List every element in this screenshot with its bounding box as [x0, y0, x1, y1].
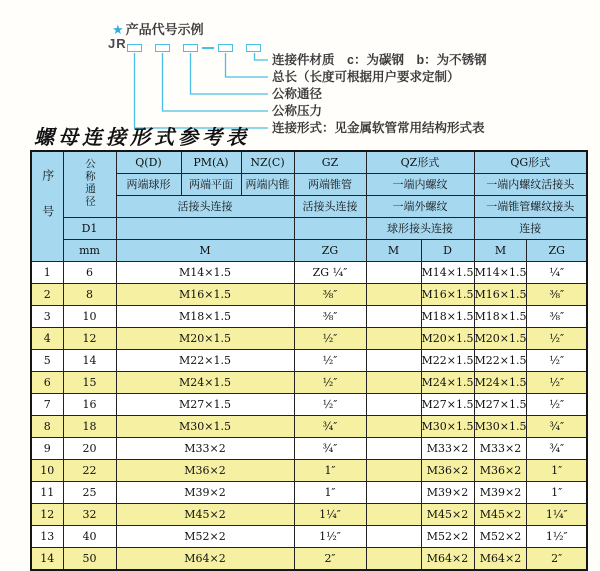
- header-sub-nz: 两端内锥: [241, 174, 294, 196]
- header-col-qz: QZ形式: [366, 151, 474, 174]
- cell-dn: 20: [63, 438, 116, 460]
- cell-qg-zg: ½″: [527, 328, 587, 350]
- cell-dn: 32: [63, 504, 116, 526]
- table-row: [31, 372, 587, 394]
- header-col-qg: QG形式: [474, 151, 587, 174]
- cell-seq: 4: [31, 328, 63, 350]
- cell-qz-d: M16×1.5: [421, 284, 474, 306]
- header-col-pm: PM(A): [181, 151, 241, 174]
- table-row: [31, 328, 587, 350]
- cell-qg-m: M36×2: [474, 460, 527, 482]
- code-dash: [202, 47, 214, 49]
- code-box-2: [155, 44, 170, 52]
- table-body: [31, 262, 587, 571]
- header-d1: D1: [63, 218, 116, 240]
- cell-dn: 6: [63, 262, 116, 284]
- cell-qz-m: [366, 460, 421, 482]
- cell-qg-m: M20×1.5: [474, 328, 527, 350]
- header-col-gz: GZ: [294, 151, 366, 174]
- cell-dn: 25: [63, 482, 116, 504]
- cell-gz-zg: 2″: [294, 548, 366, 571]
- cell-gz-zg: 1″: [294, 460, 366, 482]
- cell-m: M14×1.5: [116, 262, 294, 284]
- table-row: [31, 262, 587, 284]
- cell-qz-d: M52×2: [421, 526, 474, 548]
- header-sub-qg: 一端内螺纹活接头: [474, 174, 587, 196]
- header-unit-qg-zg: ZG: [527, 240, 587, 262]
- cell-qg-zg: 1″: [527, 482, 587, 504]
- header-col-nz: NZ(C): [241, 151, 294, 174]
- cell-seq: 1: [31, 262, 63, 284]
- cell-m: M20×1.5: [116, 328, 294, 350]
- cell-m: M18×1.5: [116, 306, 294, 328]
- header-unit-zg: ZG: [294, 240, 366, 262]
- cell-dn: 22: [63, 460, 116, 482]
- header-seq-text: 序号: [40, 169, 55, 241]
- cell-qz-m: [366, 306, 421, 328]
- code-prefix: JR: [108, 36, 127, 51]
- code-box-5: [246, 44, 261, 52]
- cell-qg-zg: ¼″: [527, 262, 587, 284]
- cell-m: M45×2: [116, 504, 294, 526]
- cell-seq: 8: [31, 416, 63, 438]
- cell-qz-d: M30×1.5: [421, 416, 474, 438]
- empty-cell: [294, 218, 366, 240]
- cell-qz-d: M18×1.5: [421, 306, 474, 328]
- cell-qg-m: M14×1.5: [474, 262, 527, 284]
- header-ext-thread-qz: 一端外螺纹: [366, 196, 474, 218]
- header-connect-qg: 连接: [474, 218, 587, 240]
- cell-gz-zg: ½″: [294, 394, 366, 416]
- cell-qg-zg: ⅜″: [527, 306, 587, 328]
- label-nominal-dia: 公称通径: [272, 87, 323, 101]
- cell-dn: 15: [63, 372, 116, 394]
- cell-qg-m: M33×2: [474, 438, 527, 460]
- header-row-5: [31, 240, 587, 262]
- cell-qz-m: [366, 394, 421, 416]
- cell-qz-m: [366, 482, 421, 504]
- cell-qg-m: M18×1.5: [474, 306, 527, 328]
- cell-gz-zg: ½″: [294, 328, 366, 350]
- cell-qg-zg: ½″: [527, 394, 587, 416]
- cell-qz-m: [366, 504, 421, 526]
- cell-qz-m: [366, 438, 421, 460]
- header-col-q: Q(D): [116, 151, 181, 174]
- cell-qz-m: [366, 526, 421, 548]
- cell-dn: 12: [63, 328, 116, 350]
- star-icon: ★: [112, 22, 124, 37]
- header-row-1: [31, 151, 587, 174]
- header-sub-pm: 两端平面: [181, 174, 241, 196]
- header-sub-q: 两端球形: [116, 174, 181, 196]
- cell-gz-zg: ½″: [294, 372, 366, 394]
- cell-qg-zg: ½″: [527, 372, 587, 394]
- cell-gz-zg: ⅜″: [294, 306, 366, 328]
- header-dn-text: 公称通径: [84, 158, 96, 208]
- header-dn: [63, 151, 116, 218]
- cell-qg-m: M39×2: [474, 482, 527, 504]
- cell-dn: 40: [63, 526, 116, 548]
- cell-seq: 9: [31, 438, 63, 460]
- cell-seq: 6: [31, 372, 63, 394]
- cell-dn: 10: [63, 306, 116, 328]
- nut-connection-table: [30, 150, 588, 571]
- diagram-heading-text: 产品代号示例: [125, 22, 204, 37]
- table-row: [31, 394, 587, 416]
- cell-qg-m: M52×2: [474, 526, 527, 548]
- cell-seq: 12: [31, 504, 63, 526]
- cell-dn: 16: [63, 394, 116, 416]
- cell-qg-zg: ½″: [527, 350, 587, 372]
- cell-qg-zg: 1″: [527, 460, 587, 482]
- cell-qg-m: M24×1.5: [474, 372, 527, 394]
- cell-qg-zg: 1½″: [527, 526, 587, 548]
- cell-m: M36×2: [116, 460, 294, 482]
- header-unit-qg-m: M: [474, 240, 527, 262]
- cell-qz-d: M45×2: [421, 504, 474, 526]
- cell-seq: 5: [31, 350, 63, 372]
- cell-qz-d: M14×1.5: [421, 262, 474, 284]
- cell-qg-zg: ¾″: [527, 438, 587, 460]
- label-total-length: 总长（长度可根据用户要求定制）: [272, 70, 460, 84]
- cell-qg-m: M64×2: [474, 548, 527, 571]
- label-material: 连接件材质 c：为碳钢 b：为不锈钢: [272, 53, 487, 67]
- cell-dn: 8: [63, 284, 116, 306]
- header-sub-gz: 两端锥管: [294, 174, 366, 196]
- cell-qz-m: [366, 372, 421, 394]
- header-unit-qz-d: D: [421, 240, 474, 262]
- header-sub-qz: 一端内螺纹: [366, 174, 474, 196]
- cell-qg-zg: 2″: [527, 548, 587, 571]
- cell-seq: 13: [31, 526, 63, 548]
- table-row: [31, 482, 587, 504]
- cell-qg-m: M27×1.5: [474, 394, 527, 416]
- cell-qg-m: M30×1.5: [474, 416, 527, 438]
- cell-seq: 3: [31, 306, 63, 328]
- cell-m: M33×2: [116, 438, 294, 460]
- cell-m: M24×1.5: [116, 372, 294, 394]
- code-box-1: [127, 44, 142, 52]
- table-row: [31, 284, 587, 306]
- cell-qz-d: M39×2: [421, 482, 474, 504]
- cell-seq: 10: [31, 460, 63, 482]
- cell-m: M64×2: [116, 548, 294, 571]
- cell-m: M52×2: [116, 526, 294, 548]
- label-connect-form: 连接形式：见金属软管常用结构形式表: [272, 121, 485, 135]
- cell-gz-zg: ¾″: [294, 438, 366, 460]
- empty-cell: [116, 218, 294, 240]
- cell-qz-d: M22×1.5: [421, 350, 474, 372]
- table-row: [31, 416, 587, 438]
- cell-qz-d: M36×2: [421, 460, 474, 482]
- cell-gz-zg: 1¼″: [294, 504, 366, 526]
- cell-m: M27×1.5: [116, 394, 294, 416]
- cell-m: M22×1.5: [116, 350, 294, 372]
- cell-gz-zg: 1½″: [294, 526, 366, 548]
- cell-seq: 7: [31, 394, 63, 416]
- cell-qg-zg: ⅜″: [527, 284, 587, 306]
- header-row-4: [31, 218, 587, 240]
- table-row: [31, 460, 587, 482]
- cell-qz-m: [366, 416, 421, 438]
- table-header: [31, 151, 587, 262]
- table-row: [31, 306, 587, 328]
- code-box-3: [183, 44, 198, 52]
- cell-qg-m: M45×2: [474, 504, 527, 526]
- cell-seq: 14: [31, 548, 63, 571]
- cell-qz-m: [366, 284, 421, 306]
- header-mm: mm: [63, 240, 116, 262]
- cell-gz-zg: 1″: [294, 482, 366, 504]
- cell-gz-zg: ZG ¼″: [294, 262, 366, 284]
- table-row: [31, 526, 587, 548]
- cell-qz-d: M27×1.5: [421, 394, 474, 416]
- cell-qz-d: M24×1.5: [421, 372, 474, 394]
- table-row: [31, 438, 587, 460]
- cell-qz-d: M33×2: [421, 438, 474, 460]
- header-unit-qz-m: M: [366, 240, 421, 262]
- cell-seq: 2: [31, 284, 63, 306]
- cell-qg-zg: ¾″: [527, 416, 587, 438]
- code-box-4: [218, 44, 233, 52]
- cell-m: M30×1.5: [116, 416, 294, 438]
- header-union-left: 活接头连接: [116, 196, 294, 218]
- table-row: [31, 350, 587, 372]
- cell-m: M16×1.5: [116, 284, 294, 306]
- cell-dn: 50: [63, 548, 116, 571]
- cell-qg-m: M22×1.5: [474, 350, 527, 372]
- header-ball-joint-qz: 球形接头连接: [366, 218, 474, 240]
- cell-qg-zg: 1¼″: [527, 504, 587, 526]
- header-unit-m: M: [116, 240, 294, 262]
- cell-qz-d: M64×2: [421, 548, 474, 571]
- cell-m: M39×2: [116, 482, 294, 504]
- header-taper-joint-qg: 一端锥管螺纹接头: [474, 196, 587, 218]
- label-nominal-press: 公称压力: [272, 104, 323, 118]
- cell-qg-m: M16×1.5: [474, 284, 527, 306]
- table-title: 螺母连接形式参考表: [34, 125, 250, 149]
- cell-qz-d: M20×1.5: [421, 328, 474, 350]
- header-union-gz: 活接头连接: [294, 196, 366, 218]
- header-seq: [31, 151, 63, 262]
- cell-seq: 11: [31, 482, 63, 504]
- cell-gz-zg: ¾″: [294, 416, 366, 438]
- cell-qz-m: [366, 350, 421, 372]
- cell-gz-zg: ½″: [294, 350, 366, 372]
- cell-gz-zg: ⅜″: [294, 284, 366, 306]
- cell-dn: 18: [63, 416, 116, 438]
- cell-dn: 14: [63, 350, 116, 372]
- cell-qz-m: [366, 262, 421, 284]
- table-row: [31, 504, 587, 526]
- cell-qz-m: [366, 328, 421, 350]
